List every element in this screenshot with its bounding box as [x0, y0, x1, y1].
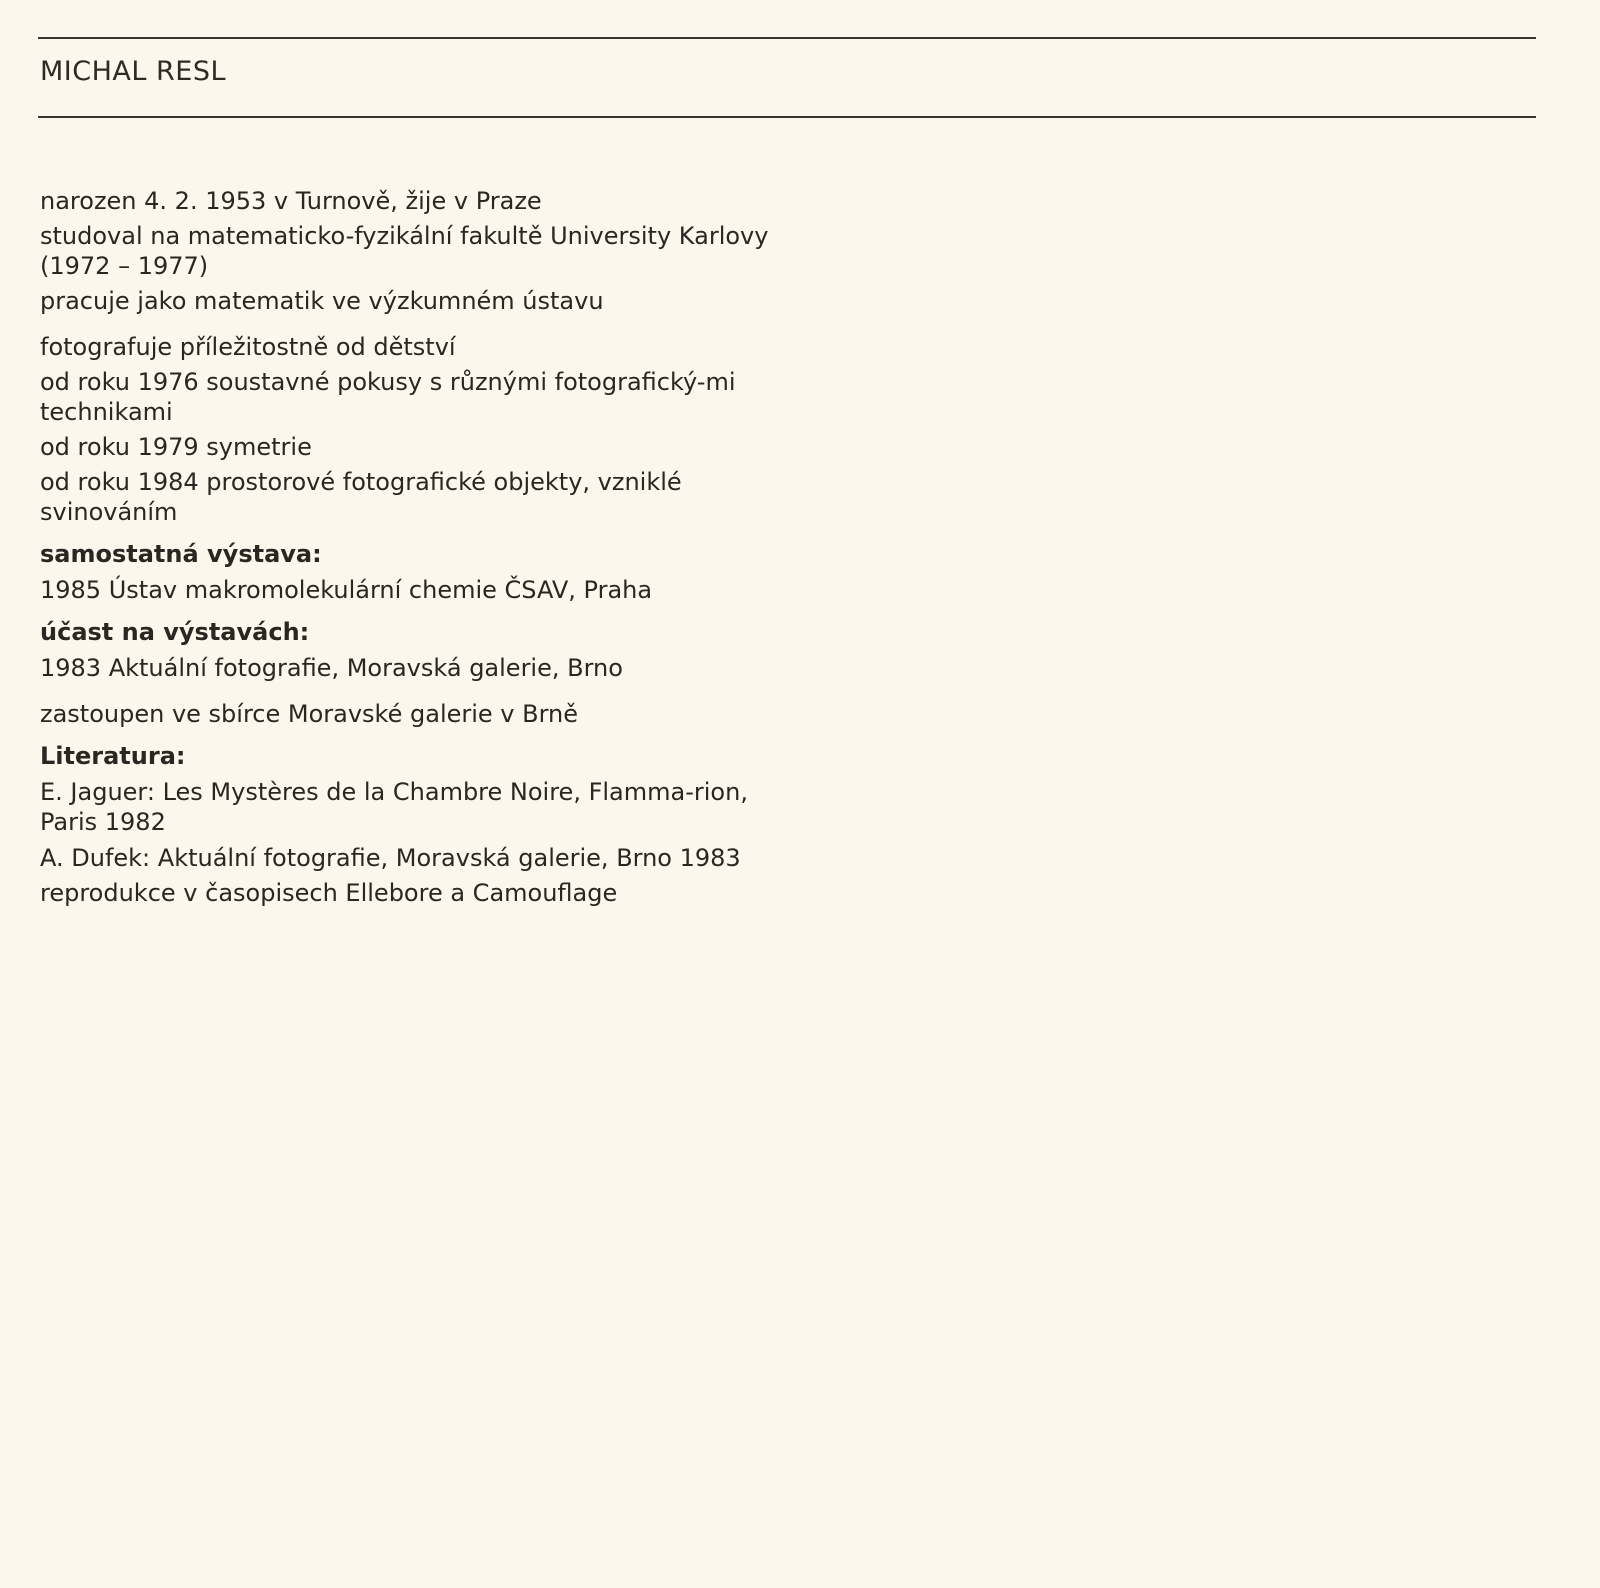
- literature-item: A. Dufek: Aktuální fotografie, Moravská galerie, Brno 1983: [40, 844, 741, 872]
- solo-exhibition-heading: samostatná výstava:: [40, 540, 322, 568]
- literature-item: E. Jaguer: Les Mystères de la Chambre Noire, Flamma-rion, Paris 1982: [40, 778, 748, 836]
- bio-line-work: pracuje jako matematik ve výzkumném ústavu: [40, 287, 604, 315]
- bio-line-birth: narozen 4. 2. 1953 v Turnově, žije v Praze: [40, 187, 542, 215]
- bottom-rule: [38, 116, 1536, 118]
- bio-line-photography: fotografuje příležitostně od dětství: [40, 333, 456, 361]
- bio-line-1984: od roku 1984 prostorové fotografické objekty, vzniklé svinováním: [40, 468, 682, 526]
- literature-heading: Literatura:: [40, 742, 186, 770]
- collections-line: zastoupen ve sbírce Moravské galerie v Brně: [40, 700, 579, 728]
- bio-line-studies: studoval na matematicko-fyzikální fakultě University Karlovy (1972 – 1977): [40, 222, 769, 280]
- top-rule: [38, 37, 1536, 39]
- group-exhibition-item: 1983 Aktuální fotografie, Moravská galerie, Brno: [40, 654, 623, 682]
- literature-item: reprodukce v časopisech Ellebore a Camouflage: [40, 879, 618, 907]
- bio-line-1979: od roku 1979 symetrie: [40, 433, 312, 461]
- group-exhibitions-heading: účast na výstavách:: [40, 618, 310, 646]
- bio-line-1976: od roku 1976 soustavné pokusy s různými fotografický-mi technikami: [40, 368, 736, 426]
- solo-exhibition-item: 1985 Ústav makromolekulární chemie ČSAV, Praha: [40, 576, 653, 604]
- author-name: MICHAL RESL: [40, 56, 227, 87]
- biography: [40, 186, 780, 908]
